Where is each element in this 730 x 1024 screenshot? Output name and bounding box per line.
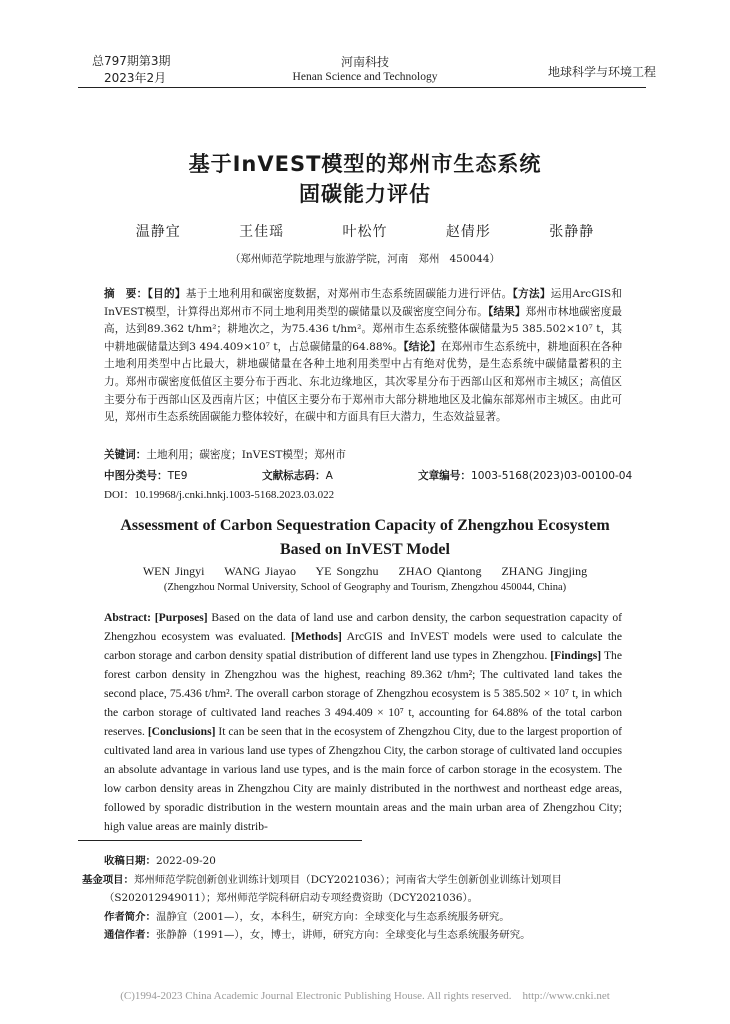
copyright-notice: (C)1994-2023 China Academic Journal Electronic Publishing House. All rights reserved. http://www.cnki.net (120, 990, 610, 1002)
footnote-text: 2022-09-20 (155, 855, 216, 867)
footnote-label: 收稿日期： (104, 855, 156, 867)
footnote-label: 基金项目： (82, 873, 134, 886)
abstract-en-part: It can be seen that in the ecosystem of Zhengzhou City, due to the largest proportion of cultivated land area in various land use types of Zhengzhou City, the carbon storage of cultivated land occupies an absolute advantage in various land use types, and is the main force of carbon storage in the ecosystem. The low carbon density areas in Zhengzhou City are mainly distributed in the northwest and northeast edge areas, followed by sporadic distribution in the western mountain areas and the main urban area of Zhengzhou City; high value areas are mainly distrib- (104, 725, 622, 833)
abstract-cn-part: 【方法】 (512, 288, 551, 300)
clc-label: 中图分类号： (104, 470, 168, 482)
title-cn-line-1: 基于InVEST模型的郑州市生态系统 (188, 152, 542, 176)
abstract-en (104, 608, 622, 836)
abstract-cn-part: 运用ArcGIS和InVEST模型，计算得出郑州市不同土地利用类型的碳储量以及碳密度空间分布。 (104, 288, 623, 318)
doc-label: 文献标志码： (262, 470, 326, 482)
header-issue: 总797期第3期 (92, 54, 171, 68)
abstract-en-part: The forest carbon density in Zhengzhou was the highest, reaching 89.362 t/hm²; The cultivated land takes the second place, 75.436 t/hm². The overall carbon storage of Zhengzhou ecosystem is 5 385.502 × 10⁷ t, in which the carbon storage of cultivated land reaches 3 494.409 × 10⁷ t, accounting for 64.88% of the total carbon reserves. (104, 649, 623, 738)
footnote-label: 通信作者： (104, 929, 156, 942)
classification-doc (262, 468, 333, 483)
keywords-cn (104, 447, 622, 465)
footnote-corresponding (104, 926, 649, 945)
art-value: 1003-5168(2023)03-00100-04 (470, 470, 633, 482)
abstract-en-label: Abstract: (104, 611, 152, 624)
abstract-en-part: [Methods] (291, 630, 342, 643)
footnotes (82, 852, 649, 945)
title-cn-line-2: 固碳能力评估 (299, 182, 431, 206)
footnote-rule (78, 840, 362, 841)
classification-clc (104, 468, 187, 483)
header-date: 2023年2月 (104, 71, 167, 85)
abstract-cn-label: 摘 要： (104, 288, 148, 300)
header-section: 地球科学与环境工程 (548, 65, 657, 79)
affiliation-en: (Zhengzhou Normal University, School of Geography and Tourism, Zhengzhou 450044, China) (163, 582, 567, 593)
abstract-cn (104, 286, 622, 427)
doc-value: A (325, 470, 333, 482)
footnote-label: 作者简介： (104, 910, 156, 923)
abstract-en-part: [Conclusions] (147, 725, 216, 738)
title-en-line-1: Assessment of Carbon Sequestration Capacity of Zhengzhou Ecosystem (120, 517, 610, 534)
header-journal-en: Henan Science and Technology (292, 71, 438, 83)
abstract-cn-part: 【结论】 (403, 340, 441, 353)
classification-article (418, 468, 632, 483)
abstract-cn-part: 在郑州市生态系统中，耕地面积在各种土地利用类型中占比最大，耕地碳储量在各种土地利用类型中占有绝对优势，是生态系统中碳储量蓄积的主力。郑州市碳密度低值区主要分布于西北、东北边缘地区，其次零星分布于西部山区和郑州市主城区；高值区主要分布于西部山区及西南片区；中值区主要分布于郑州市大部分耕地地区及北偏东部郑州市主城区。由此可见，郑州市生态系统固碳能力整体较好，在碳中和方面具有巨大潜力，生态效益显著。 (104, 340, 623, 424)
abstract-en-part: [Purposes] (151, 611, 208, 624)
abstract-cn-part: 【结果】 (488, 305, 526, 318)
footnote-fund (82, 871, 649, 908)
abstract-cn-part: 【目的】 (147, 288, 186, 300)
header-journal-cn: 河南科技 (340, 55, 389, 69)
footnote-received (104, 852, 649, 871)
keywords-cn-text: 土地利用；碳密度；InVEST模型；郑州市 (146, 449, 346, 461)
abstract-cn-part: 郑州市林地碳密度最高，达到89.362 t/hm²；耕地次之，为75.436 t/hm²。郑州市生态系统整体碳储量为5 385.502×10⁷ t，其中耕地碳储量达到3 494.409×10⁷ t，占总碳储量的64.88%。 (104, 305, 623, 353)
footnote-author (104, 908, 649, 927)
doi: DOI：10.19968/j.cnki.hnkj.1003-5168.2023.03.022 (104, 489, 335, 501)
authors-en: WEN Jingyi WANG Jiayao YE Songzhu ZHAO Qiantong ZHANG Jingjing (142, 564, 588, 578)
abstract-cn-part: 基于土地利用和碳密度数据，对郑州市生态系统固碳能力进行评估。 (185, 288, 513, 300)
affiliation-cn: （郑州师范学院地理与旅游学院，河南 郑州 450044） (229, 253, 501, 265)
header-rule (78, 87, 646, 88)
footnote-text: 张静静（1991—），女，博士，讲师，研究方向：全球变化与生态系统服务研究。 (155, 929, 531, 942)
abstract-en-part: [Findings] (550, 649, 602, 662)
clc-value: TE9 (167, 470, 188, 482)
authors-cn: 温静宜 王佳瑶 叶松竹 赵倩彤 张静静 (135, 224, 595, 240)
abstract-en-part: ArcGIS and InVEST models were used to calculate the carbon storage and carbon density spatial distribution of different land use types in Zhengzhou. (104, 630, 622, 662)
abstract-en-part: Based on the data of land use and carbon density, the carbon sequestration capacity of Zhengzhou ecosystem was evaluated. (104, 611, 622, 643)
footnote-text: 郑州师范学院创新创业训练计划项目（DCY2021036）；河南省大学生创新创业训练计划项目（S202012949011）；郑州师范学院科研启动专项经费资助（DCY2021036）。 (104, 873, 562, 905)
keywords-cn-label: 关键词： (104, 449, 147, 461)
footnote-text: 温静宜（2001—），女，本科生，研究方向：全球变化与生态系统服务研究。 (155, 910, 510, 923)
title-en-line-2: Based on InVEST Model (280, 541, 450, 558)
art-label: 文章编号： (418, 470, 471, 482)
